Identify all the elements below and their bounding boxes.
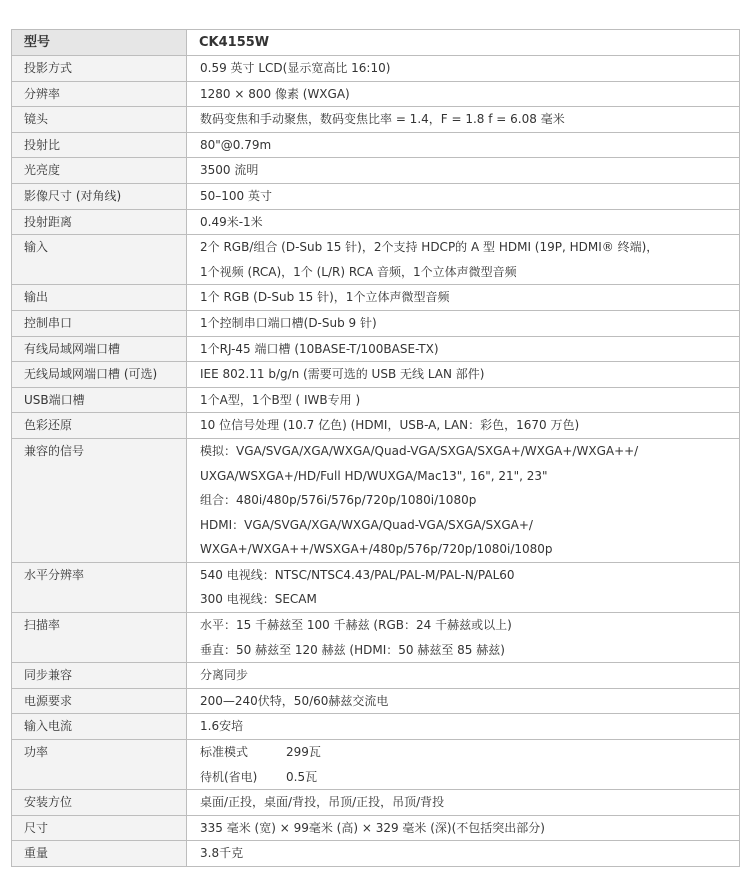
spec-value-line: 1个视频 (RCA)，1个 (L/R) RCA 音频，1个立体声微型音频 (200, 264, 517, 279)
power-mode-value: 299瓦 (286, 745, 321, 760)
spec-label: 安装方位 (12, 790, 187, 816)
spec-value-line: 0.59 英寸 LCD(显示宽高比 16:10) (200, 61, 391, 75)
spec-value-line: 3500 流明 (200, 163, 259, 178)
spec-table (11, 29, 740, 867)
spec-value-line: 1个 RGB (D-Sub 15 针)，1个立体声微型音频 (200, 290, 450, 305)
spec-label: 重量 (12, 841, 187, 867)
spec-value-line: 水平：15 千赫兹至 100 千赫兹 (RGB：24 千赫兹或以上) (200, 618, 512, 633)
spec-label: 输入电流 (12, 714, 187, 740)
spec-row-power (12, 740, 740, 790)
spec-label: 镜头 (12, 107, 187, 133)
spec-row (12, 209, 740, 235)
spec-row (12, 107, 740, 133)
spec-row (12, 562, 740, 612)
spec-row (12, 663, 740, 689)
spec-value-line: 540 电视线：NTSC/NTSC4.43/PAL/PAL-M/PAL-N/PAL60 (200, 567, 515, 582)
spec-value (187, 387, 740, 413)
spec-value (187, 562, 740, 612)
spec-value-line: 桌面/正投，桌面/背投，吊顶/正投，吊顶/背投 (200, 795, 445, 810)
spec-value-line: 1个控制串口端口槽(D-Sub 9 针) (200, 315, 377, 330)
model-number: CK4155W (187, 30, 740, 56)
spec-value-line: 分离同步 (200, 668, 249, 683)
spec-value (187, 790, 740, 816)
spec-value-line: WXGA+/WXGA++/WSXGA+/480p/576p/720p/1080i/1080p (200, 542, 553, 557)
spec-value (187, 336, 740, 362)
spec-value-line: 1280 × 800 像素 (WXGA) (200, 86, 350, 101)
spec-row (12, 790, 740, 816)
spec-value (187, 663, 740, 689)
spec-row (12, 438, 740, 562)
spec-value (187, 714, 740, 740)
spec-label: 控制串口 (12, 310, 187, 336)
spec-row (12, 336, 740, 362)
spec-value-line: 10 位信号处理 (10.7 亿色) (HDMI，USB-A, LAN：彩色，1670 万色) (200, 418, 580, 433)
spec-sheet (11, 29, 740, 867)
spec-label: 投射比 (12, 132, 187, 158)
spec-label: 尺寸 (12, 815, 187, 841)
spec-value (187, 209, 740, 235)
spec-value-line: 数码变焦和手动聚焦，数码变焦比率 = 1.4，F = 1.8 f = 6.08 毫米 (200, 112, 565, 127)
spec-value-line: IEE 802.11 b/g/n (需要可选的 USB 无线 LAN 部件) (200, 367, 485, 382)
spec-value-line: 80"@0.79m (200, 137, 272, 152)
spec-label: 电源要求 (12, 688, 187, 714)
spec-value (187, 183, 740, 209)
spec-value-line: 组合：480i/480p/576i/576p/720p/1080i/1080p (200, 493, 477, 508)
spec-value-line: 200—240伏特，50/60赫兹交流电 (200, 693, 389, 708)
spec-label: 水平分辨率 (12, 562, 187, 612)
spec-label: 扫描率 (12, 613, 187, 663)
spec-label: 输入 (12, 235, 187, 285)
spec-value (187, 688, 740, 714)
spec-row (12, 158, 740, 184)
spec-value (187, 158, 740, 184)
spec-label: 有线局域网端口槽 (12, 336, 187, 362)
spec-value-line: 1个RJ-45 端口槽 (10BASE-T/100BASE-TX) (200, 341, 439, 356)
header-row (12, 30, 740, 56)
spec-value (187, 107, 740, 133)
spec-table-body (12, 30, 740, 867)
spec-label: 色彩还原 (12, 413, 187, 439)
spec-value-line: 1.6安培 (200, 719, 244, 734)
spec-value-line: 垂直：50 赫兹至 120 赫兹 (HDMI：50 赫兹至 85 赫兹) (200, 642, 505, 657)
spec-label: 无线局域网端口槽 (可选) (12, 362, 187, 388)
spec-value (187, 413, 740, 439)
spec-value-line: HDMI：VGA/SVGA/XGA/WXGA/Quad-VGA/SXGA/SXGA+/ (200, 517, 533, 532)
spec-row (12, 310, 740, 336)
spec-row (12, 387, 740, 413)
spec-label: 兼容的信号 (12, 438, 187, 562)
spec-row (12, 815, 740, 841)
spec-row (12, 183, 740, 209)
spec-row (12, 362, 740, 388)
spec-value-line: 模拟：VGA/SVGA/XGA/WXGA/Quad-VGA/SXGA/SXGA+/WXGA+/WXGA++/ (200, 443, 639, 458)
spec-row (12, 132, 740, 158)
spec-value (187, 56, 740, 82)
spec-value-line: 335 毫米 (宽) × 99毫米 (高) × 329 毫米 (深)(不包括突出部分) (200, 820, 545, 835)
spec-value (187, 310, 740, 336)
spec-label: 分辨率 (12, 81, 187, 107)
header-label: 型号 (12, 30, 187, 56)
spec-value (187, 841, 740, 867)
spec-value (187, 132, 740, 158)
spec-label: 投影方式 (12, 56, 187, 82)
spec-value (187, 740, 740, 790)
spec-label: 同步兼容 (12, 663, 187, 689)
power-mode-line (200, 740, 739, 765)
spec-label: 投射距离 (12, 209, 187, 235)
spec-value (187, 362, 740, 388)
spec-value-line: UXGA/WSXGA+/HD/Full HD/WUXGA/Mac13", 16", 21", 23" (200, 468, 548, 483)
spec-row (12, 841, 740, 867)
spec-row (12, 285, 740, 311)
spec-value (187, 285, 740, 311)
spec-row (12, 235, 740, 285)
spec-row (12, 413, 740, 439)
spec-row (12, 613, 740, 663)
spec-label: 输出 (12, 285, 187, 311)
power-mode-name: 标准模式 (200, 745, 249, 760)
spec-value-line: 50–100 英寸 (200, 188, 272, 203)
power-mode-value: 0.5瓦 (286, 769, 318, 784)
spec-label: 光亮度 (12, 158, 187, 184)
spec-row (12, 688, 740, 714)
spec-label: USB端口槽 (12, 387, 187, 413)
spec-value (187, 815, 740, 841)
power-mode-line (200, 765, 739, 790)
spec-label: 功率 (12, 740, 187, 790)
spec-value-line: 0.49米-1米 (200, 214, 263, 229)
spec-value-line: 300 电视线：SECAM (200, 592, 317, 607)
spec-value (187, 438, 740, 562)
spec-value (187, 235, 740, 285)
spec-label: 影像尺寸 (对角线) (12, 183, 187, 209)
spec-row (12, 81, 740, 107)
spec-value-line: 1个A型，1个B型 ( IWB专用 ) (200, 392, 361, 407)
spec-value (187, 81, 740, 107)
spec-row (12, 56, 740, 82)
spec-row (12, 714, 740, 740)
spec-value-line: 3.8千克 (200, 846, 244, 861)
spec-value (187, 613, 740, 663)
power-mode-name: 待机(省电) (200, 769, 258, 784)
spec-value-line: 2个 RGB/组合 (D-Sub 15 针)，2个支持 HDCP的 A 型 HDMI (19P, HDMI® 终端)， (200, 240, 659, 255)
